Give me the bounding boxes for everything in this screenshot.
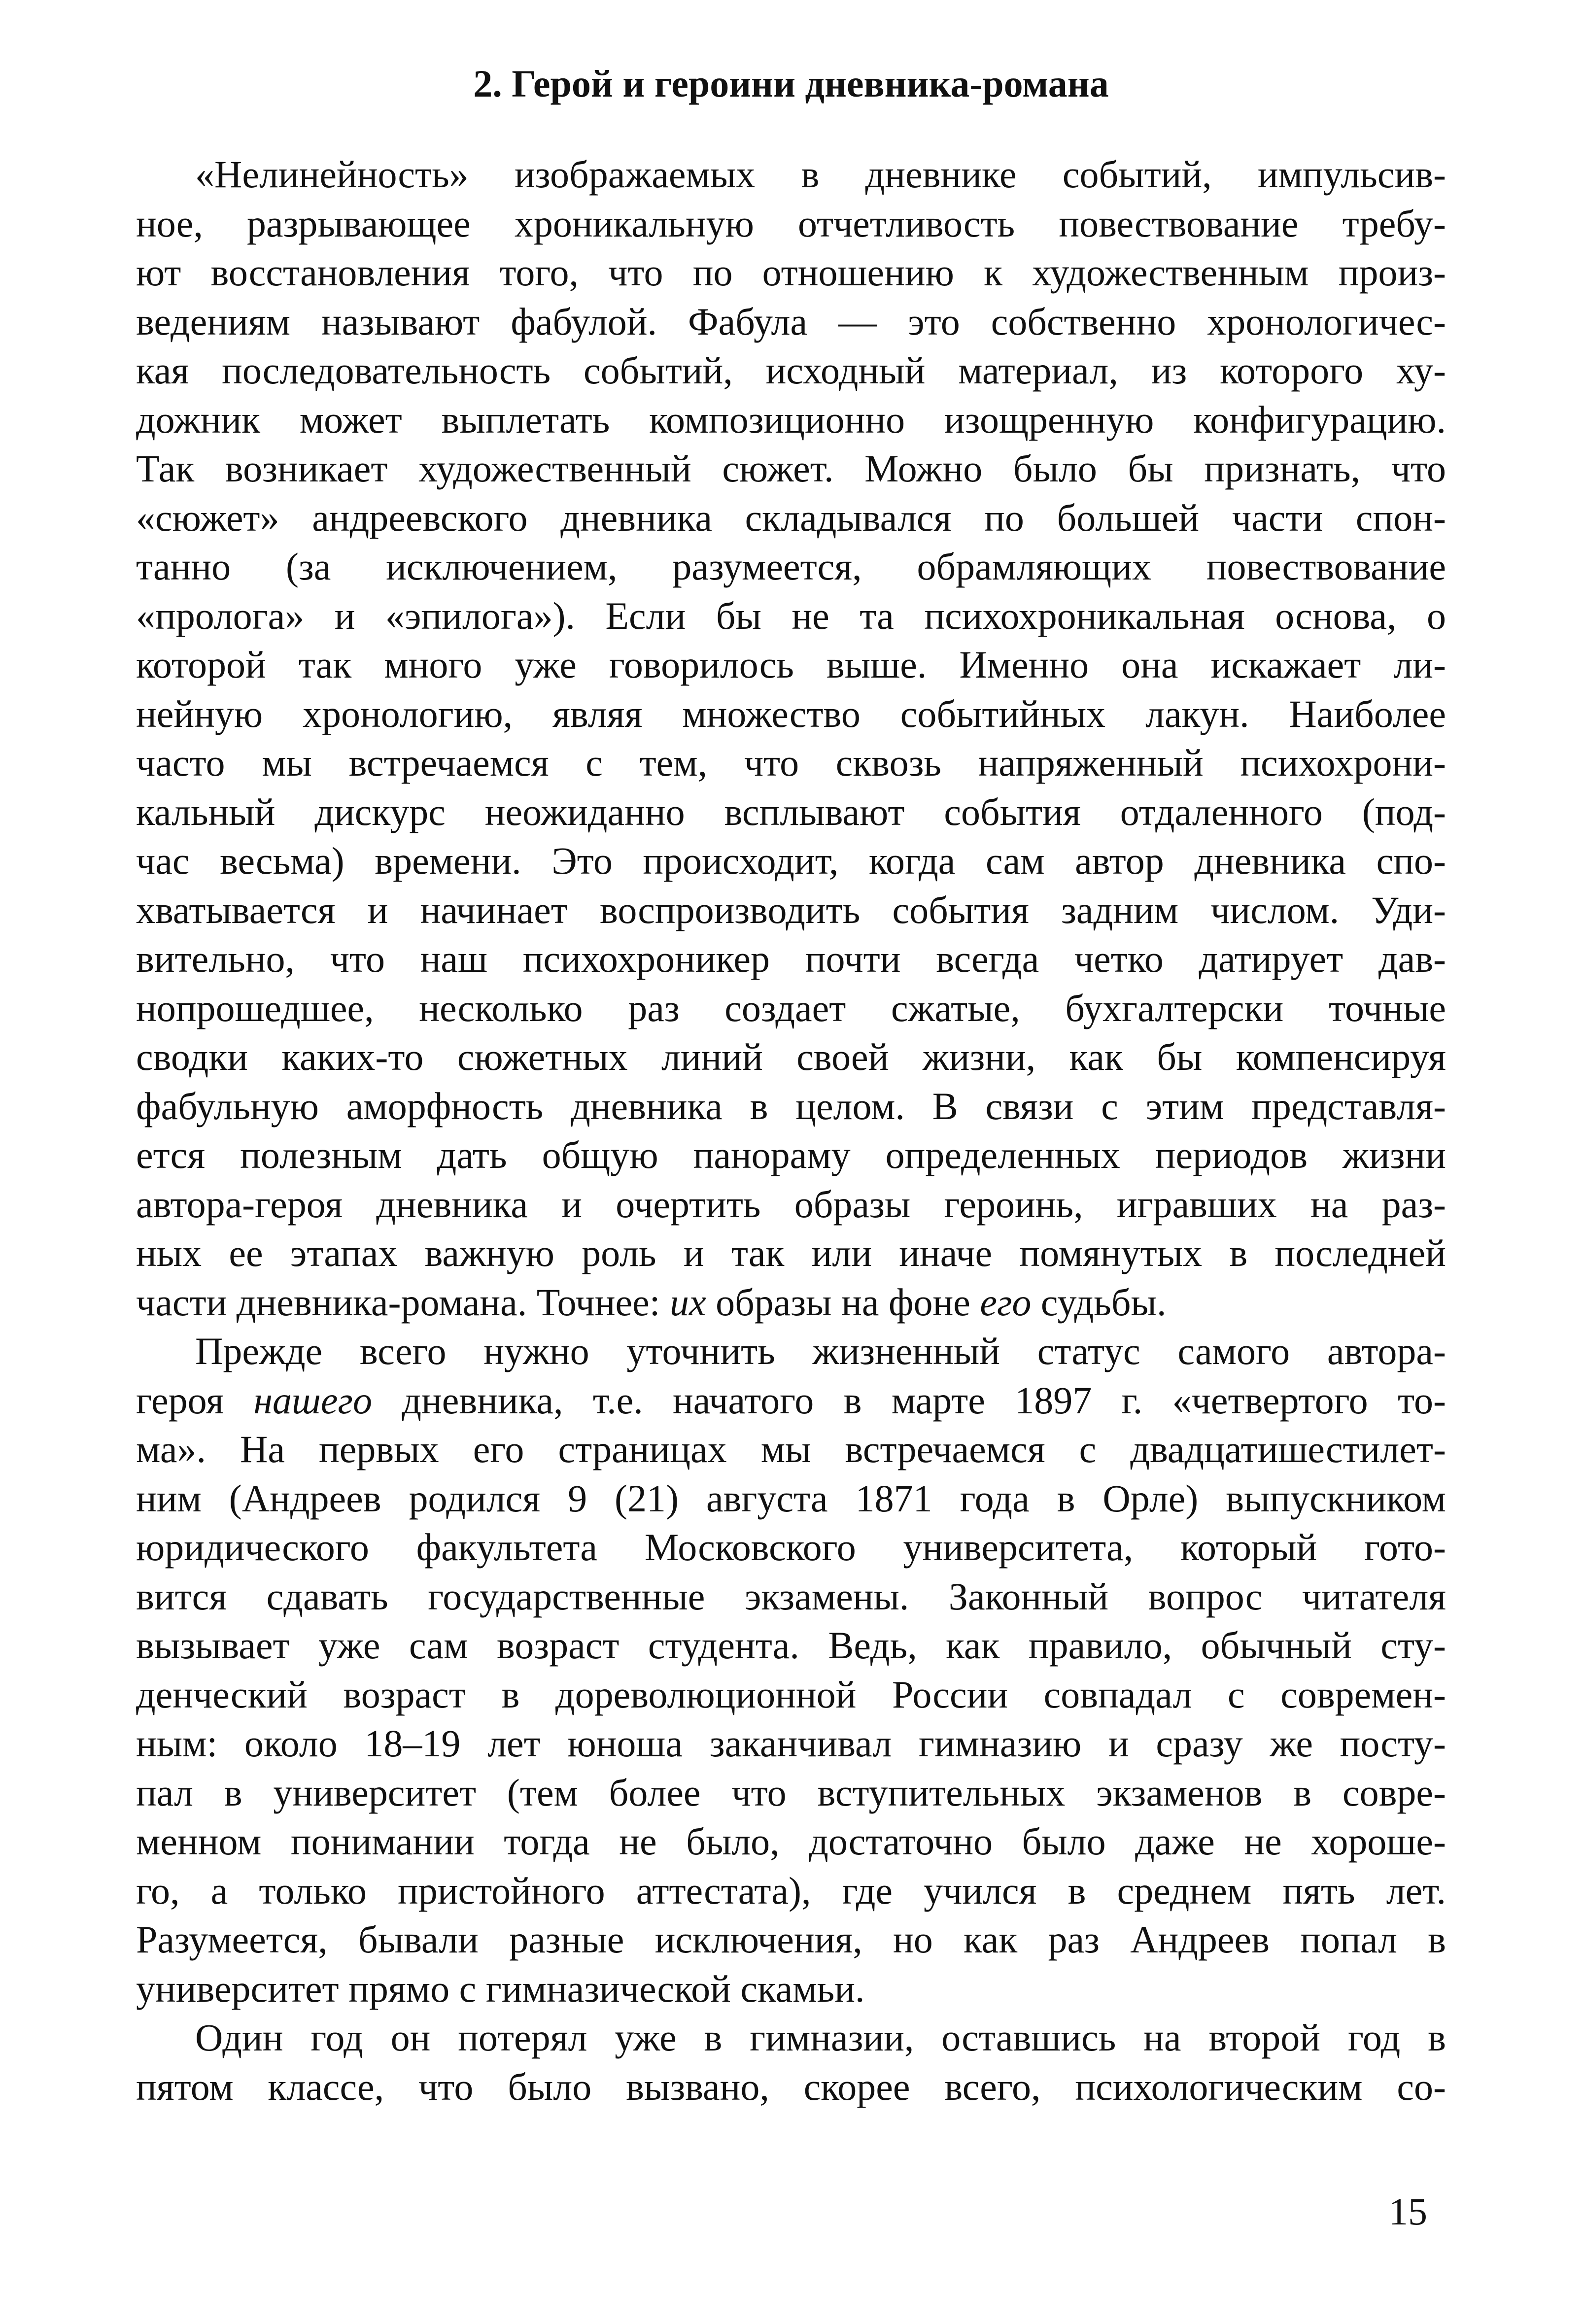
text-line: вительно, что наш психохроникер почти всегда четко датирует дав- — [136, 937, 1446, 980]
text-run: части дневника-романа. Точнее: — [136, 1280, 670, 1324]
paragraph-3 — [136, 2013, 1446, 2111]
text-line: фабульную аморфность дневника в целом. В связи с этим представля- — [136, 1084, 1446, 1128]
text-line: «Нелинейность» изображаемых в дневнике событий, импульсив- — [195, 153, 1446, 196]
text-line: которой так много уже говорилось выше. Именно она искажает ли- — [136, 643, 1446, 686]
text-line: автора-героя дневника и очертить образы героинь, игравших на раз- — [136, 1182, 1446, 1226]
text-line: вится сдавать государственные экзамены. Законный вопрос читателя — [136, 1574, 1446, 1618]
text-line: ное, разрывающее хроникальную отчетливость повествование требу- — [136, 202, 1446, 245]
text-run: образы на фоне — [706, 1280, 980, 1324]
text-line: го, а только пристойного аттестата), где учился в среднем пять лет. — [136, 1869, 1446, 1912]
text-line: кальный дискурс неожиданно всплывают события отдаленного (под- — [136, 790, 1446, 833]
text-line-last — [136, 1278, 1446, 1327]
page — [136, 59, 1446, 2111]
text-line: танно (за исключением, разумеется, обрамляющих повествование — [136, 545, 1446, 588]
italic-emphasis: его — [980, 1280, 1032, 1324]
text-line: нейную хронологию, являя множество событийных лакун. Наиболее — [136, 692, 1446, 735]
text-line: час весьма) времени. Это происходит, когда сам автор дневника спо- — [136, 839, 1446, 882]
text-line: кая последовательность событий, исходный материал, из которого ху- — [136, 349, 1446, 392]
text-line: «сюжет» андреевского дневника складывался по большей части спон- — [136, 496, 1446, 539]
text-line: ведениям называют фабулой. Фабула — это собственно хронологичес- — [136, 300, 1446, 343]
page-number: 15 — [1389, 2190, 1427, 2233]
text-run: судьбы. — [1031, 1280, 1167, 1324]
text-line: ным: около 18–19 лет юноша заканчивал гимназию и сразу же посту- — [136, 1722, 1446, 1765]
text-line: менном понимании тогда не было, достаточно было даже не хороше- — [136, 1820, 1446, 1863]
italic-emphasis: нашего — [253, 1378, 372, 1422]
text-line: ных ее этапах важную роль и так или иначе помянутых в последней — [136, 1231, 1446, 1274]
text-line: Прежде всего нужно уточнить жизненный статус самого автора- — [195, 1330, 1446, 1372]
text-line-last: университет прямо с гимназической скамьи. — [136, 1967, 865, 2010]
text-line: «пролога» и «эпилога»). Если бы не та психохроникальная основа, о — [136, 594, 1446, 637]
text-line: денческий возраст в дореволюционной России совпадал с современ- — [136, 1673, 1446, 1716]
text-line: часто мы встречаемся с тем, что сквозь напряженный психохрони- — [136, 741, 1446, 784]
paragraph-2 — [136, 1327, 1446, 2013]
text-line: Разумеется, бывали разные исключения, но как раз Андреев попал в — [136, 1918, 1446, 1961]
text-line: сводки каких-то сюжетных линий своей жизни, как бы компенсируя — [136, 1035, 1446, 1078]
text-line — [136, 1376, 1446, 1425]
text-line: пал в университет (тем более что вступительных экзаменов в совре- — [136, 1771, 1446, 1814]
text-line: ним (Андреев родился 9 (21) августа 1871 года в Орле) выпускником — [136, 1476, 1446, 1520]
text-line: юридического факультета Московского университета, который гото- — [136, 1526, 1446, 1569]
italic-emphasis: их — [669, 1280, 706, 1324]
section-heading: 2. Герой и героини дневника-романа — [473, 62, 1109, 105]
text-line: Один год он потерял уже в гимназии, оставшись на второй год в — [195, 2016, 1446, 2059]
text-run: героя — [136, 1378, 254, 1422]
text-line: дожник может выплетать композиционно изощренную конфигурацию. — [136, 398, 1446, 441]
text-line: хватывается и начинает воспроизводить события задним числом. Уди- — [136, 888, 1446, 931]
text-line: ется полезным дать общую панораму определенных периодов жизни — [136, 1133, 1446, 1176]
text-line: Так возникает художественный сюжет. Можно было бы признать, что — [136, 447, 1446, 490]
paragraph-1 — [136, 150, 1446, 1327]
text-line: вызывает уже сам возраст студента. Ведь, как правило, обычный сту- — [136, 1624, 1446, 1667]
text-line: ют восстановления того, что по отношению к художественным произ- — [136, 251, 1446, 294]
text-line: нопрошедшее, несколько раз создает сжатые, бухгалтерски точные — [136, 986, 1446, 1029]
text-line: пятом классе, что было вызвано, скорее всего, психологическим со- — [136, 2065, 1446, 2108]
text-line: ма». На первых его страницах мы встречаемся с двадцатишестилет- — [136, 1428, 1446, 1470]
text-run: дневника, т.е. начатого в марте 1897 г. «четвертого то- — [372, 1378, 1446, 1422]
